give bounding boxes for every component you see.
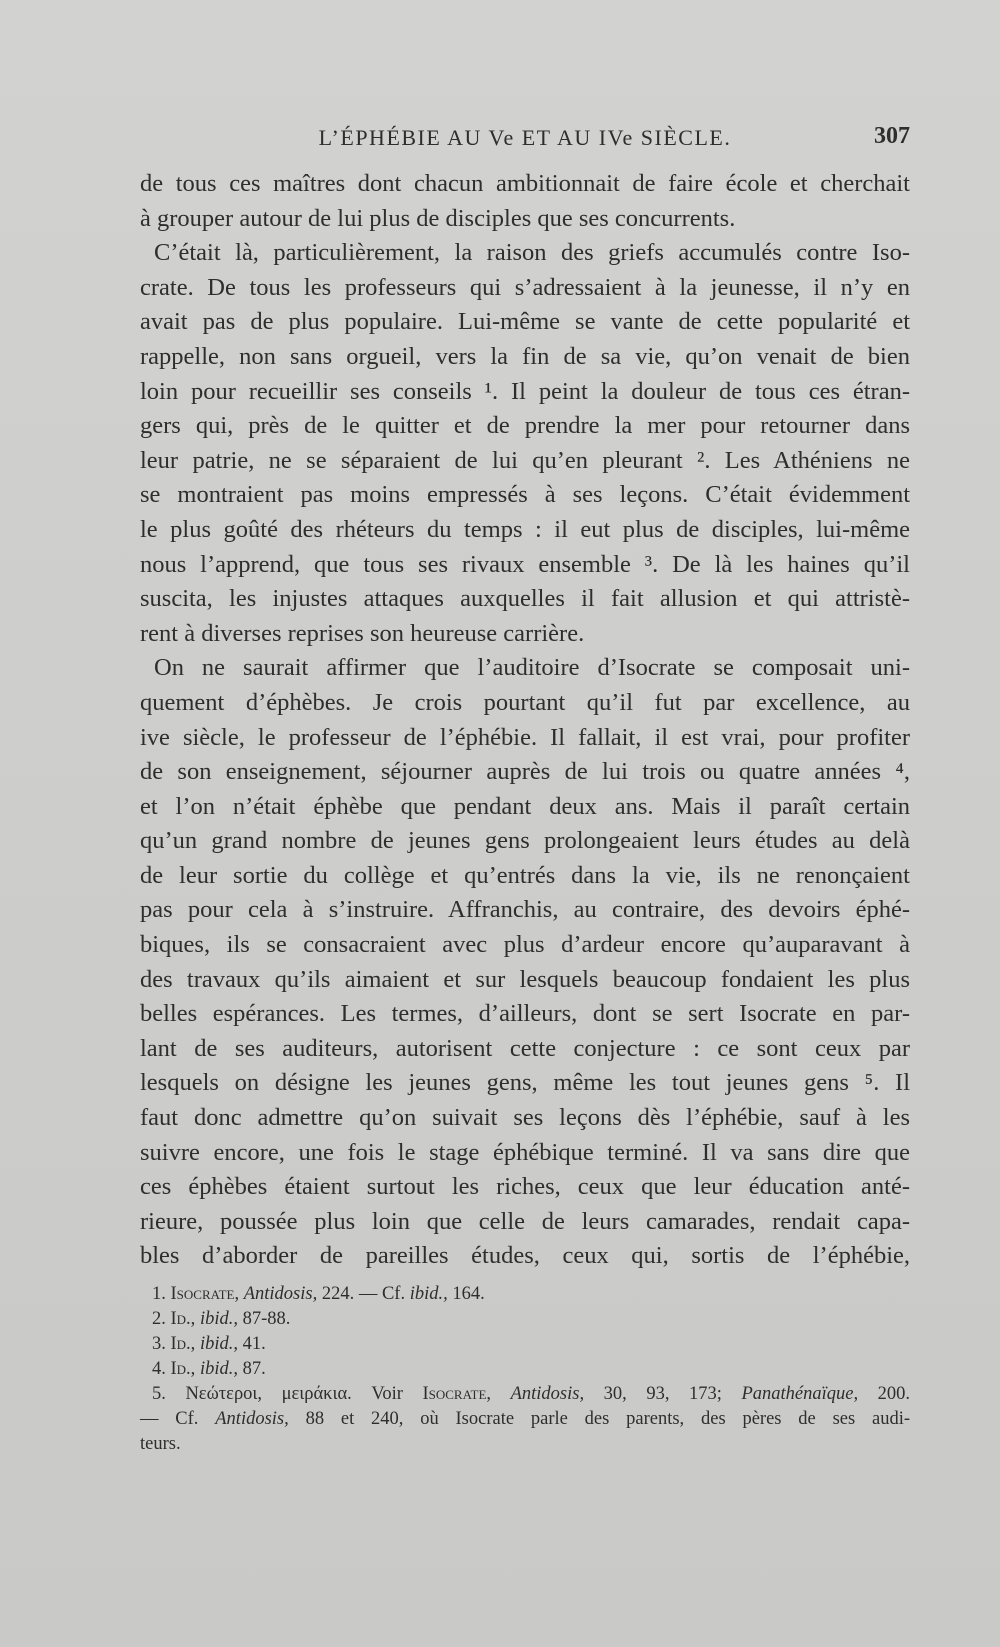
footnote-text: teurs. <box>140 1434 181 1454</box>
body-line: suscita, les injustes attaques auxquelles il fait allusion et qui attristè- <box>140 585 910 613</box>
footnote-2 <box>140 1307 910 1332</box>
footnote-work: Antidosis, <box>243 1284 318 1304</box>
footnote-number: 4. <box>152 1359 166 1379</box>
body-line: leur patrie, ne se séparaient de lui qu’en pleurant ². Les Athéniens ne <box>140 446 910 474</box>
footnote-text: 88 et 240, où Isocrate parle des parents, des pères de ses audi- <box>305 1409 911 1429</box>
footnote-tail: 164. <box>452 1284 485 1304</box>
body-line: des travaux qu’ils aimaient et sur lesquels beaucoup fondaient les plus <box>140 965 910 993</box>
body-line: rent à diverses reprises son heureuse carrière. <box>140 619 585 647</box>
footnote-author: Id., <box>170 1309 196 1329</box>
page-header <box>140 120 910 154</box>
body-line: ive siècle, le professeur de l’éphébie. Il fallait, il est vrai, pour profiter <box>140 723 910 751</box>
footnote-greek: Νεώτεροι, μειράκια. <box>185 1384 352 1404</box>
footnote-ibid: ibid., <box>409 1284 448 1304</box>
body-line: lesquels on désigne les jeunes gens, même les tout jeunes gens ⁵. Il <box>140 1069 910 1097</box>
body-line: qu’un grand nombre de jeunes gens prolongeaient leurs études au delà <box>140 827 910 855</box>
body-line: biques, ils se consacraient avec plus d’ardeur encore qu’auparavant à <box>140 931 910 959</box>
footnote-1 <box>140 1282 910 1307</box>
footnote-work: Antidosis, <box>215 1409 289 1429</box>
body-line: de tous ces maîtres dont chacun ambitionnait de faire école et cherchait <box>140 170 910 197</box>
footnote-ibid: ibid., <box>199 1334 238 1354</box>
footnote-cf: — Cf. <box>140 1409 199 1429</box>
body-line: de son enseignement, séjourner auprès de lui trois ou quatre années ⁴, <box>140 758 910 786</box>
footnote-tail: 200. <box>877 1384 911 1404</box>
body-line: rappelle, non sans orgueil, vers la fin de sa vie, qu’on venait de bien <box>140 342 910 370</box>
footnote-number: 3. <box>152 1334 166 1354</box>
body-line: à grouper autour de lui plus de disciples que ses concurrents. <box>140 204 736 232</box>
page-number: 307 <box>874 123 910 149</box>
body-line: crate. De tous les professeurs qui s’adressaient à la jeunesse, il n’y en <box>140 273 910 301</box>
body-line: pas pour cela à s’instruire. Affranchis, au contraire, des devoirs éphé- <box>140 896 910 924</box>
footnote-author: Id., <box>170 1334 196 1354</box>
body-line: faut donc admettre qu’on suivait ses leçons dès l’éphébie, sauf à les <box>140 1104 910 1132</box>
footnote-4 <box>140 1357 910 1382</box>
footnote-voir: Voir <box>371 1384 403 1404</box>
footnote-author: Id., <box>170 1359 196 1379</box>
body-line: lant de ses auditeurs, autorisent cette conjecture : ce sont ceux par <box>140 1034 910 1062</box>
body-line: On ne saurait affirmer que l’auditoire d’Isocrate se composait uni- <box>154 654 910 682</box>
footnote-ibid: ibid., <box>199 1309 238 1329</box>
footnote-5-end <box>140 1432 910 1457</box>
running-title: L’ÉPHÉBIE AU Ve ET AU IVe SIÈCLE. <box>318 125 732 150</box>
body-line: avait pas de plus populaire. Lui-même se vante de cette popularité et <box>140 308 910 336</box>
body-line: gers qui, près de le quitter et de prendre la mer pour retourner dans <box>140 412 910 440</box>
body-line: ces éphèbes étaient surtout les riches, ceux que leur éducation anté- <box>140 1173 910 1201</box>
footnote-tail: 87-88. <box>242 1309 291 1329</box>
footnote-author: Isocrate, <box>170 1284 240 1304</box>
body-line: nous l’apprend, que tous ses rivaux ensemble ³. De là les haines qu’il <box>140 550 910 578</box>
footnote-author: Isocrate, <box>422 1384 492 1404</box>
body-line: rieure, poussée plus loin que celle de leurs camarades, rendait capa- <box>140 1207 910 1235</box>
body-line: bles d’aborder de pareilles études, ceux qui, sortis de l’éphébie, <box>140 1242 910 1270</box>
footnote-work: Antidosis, <box>510 1384 585 1404</box>
footnote-number: 5. <box>152 1384 166 1404</box>
footnote-3 <box>140 1332 910 1357</box>
body-line: et l’on n’était éphèbe que pendant deux ans. Mais il paraît certain <box>140 792 910 820</box>
footnote-tail: 87. <box>242 1359 266 1379</box>
body-line: de leur sortie du collège et qu’entrés dans la vie, ils ne renonçaient <box>140 861 910 889</box>
body-line: C’était là, particulièrement, la raison des griefs accumulés contre Iso- <box>154 239 910 267</box>
body-line: suivre encore, une fois le stage éphébique terminé. Il va sans dire que <box>140 1138 910 1166</box>
footnote-ibid: ibid., <box>199 1359 238 1379</box>
body-text <box>140 167 910 1274</box>
body-line: belles espérances. Les termes, d’ailleurs, dont se sert Isocrate en par- <box>140 1000 910 1028</box>
body-line: le plus goûté des rhéteurs du temps : il eut plus de disciples, lui-même <box>140 515 910 543</box>
footnote-number: 2. <box>152 1309 166 1329</box>
body-line: se montraient pas moins empressés à ses leçons. C’était évidemment <box>140 481 910 509</box>
footnote-work: Panathénaïque, <box>741 1384 859 1404</box>
footnote-tail: 41. <box>242 1334 266 1354</box>
footnote-refs: 30, 93, 173; <box>603 1384 722 1404</box>
footnote-ref: 224. — Cf. <box>321 1284 406 1304</box>
body-line: quement d’éphèbes. Je crois pourtant qu’il fut par excellence, au <box>140 688 910 716</box>
footnotes <box>140 1282 910 1457</box>
body-line: loin pour recueillir ses conseils ¹. Il peint la douleur de tous ces étran- <box>140 377 910 405</box>
footnote-number: 1. <box>152 1284 166 1304</box>
footnote-5-continued <box>140 1407 910 1432</box>
footnote-5 <box>140 1382 910 1407</box>
